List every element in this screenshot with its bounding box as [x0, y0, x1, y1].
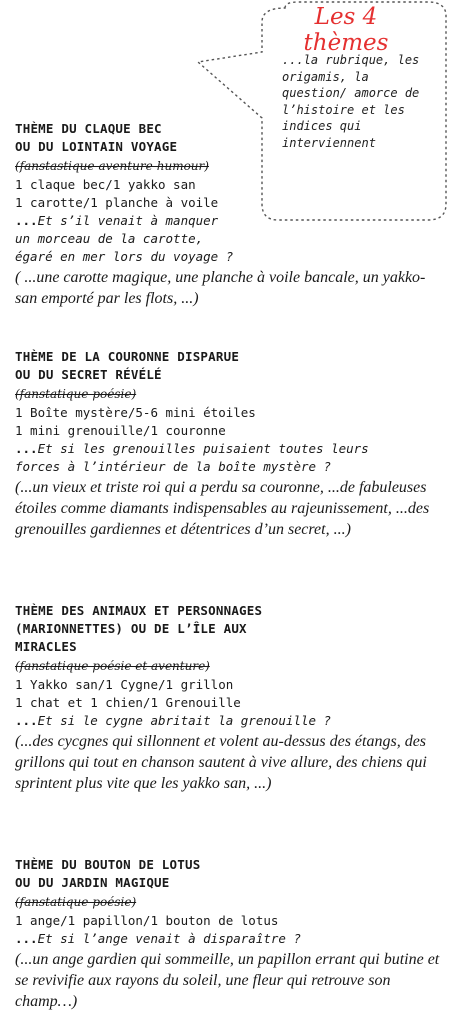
theme-section-animaux	[15, 602, 440, 794]
origami-line: 1 claque bec/1 yakko san	[15, 177, 196, 192]
question-text: Et si l’ange venait à disparaître ?	[37, 931, 301, 946]
theme-title: THÈME DES ANIMAUX ET PERSONNAGES (MARIONNETTES) OU DE L’ÎLE AUX MIRACLES	[15, 603, 263, 654]
bubble-text: ...la rubrique, les origamis, la question/ amorce de l’histoire et les indices qui interviennent	[282, 53, 420, 150]
origami-line: 1 carotte/1 planche à voile	[15, 195, 219, 210]
theme-section-claque-bec	[15, 120, 440, 309]
theme-question	[15, 212, 440, 266]
theme-title: THÈME DE LA COURONNE DISPARUE OU DU SECRET RÉVÉLÉ	[15, 349, 240, 382]
theme-title: THÈME DU CLAQUE BEC OU DU LOINTAIN VOYAGE	[15, 121, 178, 154]
theme-story: (...des cycgnes qui sillonnent et volent au-dessus des étangs, des grillons qui tout en chanson sautent à vive allure, des chiens qui sprintent plus vite que les yakko san, ...)	[15, 733, 427, 792]
theme-story: (...un ange gardien qui sommeille, un papillon errant qui butine et se revivifie aux rayons du soleil, une fleur qui retrouve son champ…)	[15, 951, 440, 1010]
theme-genre: (fanstatique-poésie et aventure)	[15, 659, 210, 673]
theme-question	[15, 440, 440, 476]
origami-line: 1 Yakko san/1 Cygne/1 grillon	[15, 677, 234, 692]
theme-title: THÈME DU BOUTON DE LOTUS OU DU JARDIN MAGIQUE	[15, 857, 201, 890]
theme-question	[15, 712, 440, 730]
origami-line: 1 chat et 1 chien/1 Grenouille	[15, 695, 241, 710]
theme-story: ( ...une carotte magique, une planche à voile bancale, un yakko-san emporté par les flots, ...)	[15, 269, 426, 307]
origami-line: 1 ange/1 papillon/1 bouton de lotus	[15, 913, 279, 928]
question-text: Et s’il venait à manquer un morceau de la carotte, égaré en mer lors du voyage ?	[15, 213, 234, 264]
theme-genre: (fanstatique-poésie)	[15, 895, 137, 909]
question-dots: ...	[15, 713, 38, 728]
bubble-title: Les 4 thèmes	[303, 4, 389, 56]
question-text: Et si le cygne abritait la grenouille ?	[37, 713, 332, 728]
theme-story: (...un vieux et triste roi qui a perdu sa couronne, ...de fabuleuses étoiles comme diamants indispensables au rajeunissement, ...des grenouilles gardiennes et détentrices d’un secret, ...)	[15, 479, 430, 538]
question-dots: ...	[15, 931, 38, 946]
theme-section-lotus	[15, 856, 440, 1012]
question-text: Et si les grenouilles puisaient toutes leurs forces à l’intérieur de la boîte mystère ?	[15, 441, 369, 474]
theme-genre: (fanstastique-aventure-humour)	[15, 159, 209, 173]
theme-section-couronne	[15, 348, 440, 540]
question-dots: ...	[15, 213, 38, 228]
origami-line: 1 mini grenouille/1 couronne	[15, 423, 226, 438]
question-dots: ...	[15, 441, 38, 456]
theme-genre: (fanstatique-poésie)	[15, 387, 137, 401]
origami-line: 1 Boîte mystère/5-6 mini étoiles	[15, 405, 256, 420]
theme-question	[15, 930, 440, 948]
